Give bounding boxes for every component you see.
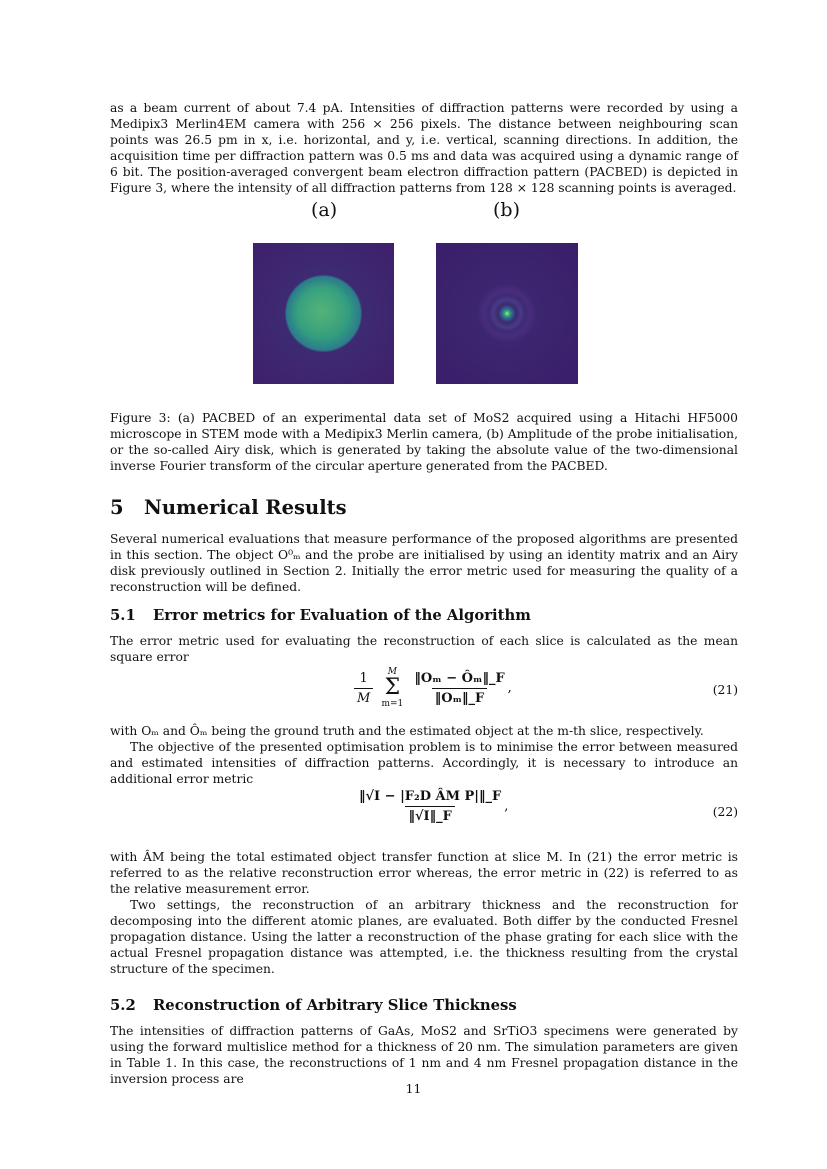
section-5-1-heading (110, 607, 738, 624)
figure-labels (110, 197, 738, 225)
section-5-1-paragraph-4: with ÂM being the total estimated object transfer function at slice M. In (21) the error metric is referred to as the relative reconstruction error whereas, the error metric in (22) is referred to as the relative measurement error. (110, 850, 738, 896)
figure-3 (110, 243, 738, 391)
airy-disk-image (436, 243, 578, 384)
equation-22-body: $\frac{\text{‖√I − |F₂D ÂM P|‖\_F}}{‖√I‖\_F}$ , (356, 789, 508, 824)
section-5-1-paragraph-1: The error metric used for evaluating the reconstruction of each slice is calculated as the mean square error (110, 634, 738, 664)
section-5-paragraph: Several numerical evaluations that measure performance of the proposed algorithms are presented in this section. The object O⁰ₘ and the probe are initialised by using an identity matrix and an Airy disk previously outlined in Section 2. Initially the error metric used for measuring the quality of a reconstruction will be defined. (110, 532, 738, 594)
equation-21-number: (21) (712, 683, 738, 697)
section-5-heading (110, 496, 738, 519)
eq21-fraction: $\frac{\text{‖Oₘ − Ôₘ‖\_F}}{\text{‖Oₘ‖\_F}}$ (414, 670, 505, 706)
figure-label-a: (a) (311, 199, 338, 221)
section-5-2-heading (110, 997, 738, 1014)
figure-label-b: (b) (493, 199, 520, 221)
section-title: Numerical Results (144, 496, 347, 519)
subsection-title: Error metrics for Evaluation of the Algorithm (153, 607, 531, 624)
eq21-sum: M Σ m=1 (381, 667, 404, 709)
subsection-title: Reconstruction of Arbitrary Slice Thickness (153, 997, 517, 1014)
page-number: 11 (405, 1082, 422, 1096)
equation-21-body: $\frac{1}{M}$ M Σ m=1 $\frac{\text{‖Oₘ − Ôₘ‖\_F}}{\text{‖Oₘ‖\_F}}$ , (354, 667, 512, 709)
page-content (110, 100, 738, 1087)
pacbed-image (253, 243, 394, 384)
figure-caption: Figure 3: (a) PACBED of an experimental data set of MoS2 acquired using a Hitachi HF5000 microscope in STEM mode with a Medipix3 Merlin camera, (b) Amplitude of the probe initialisation, or the so-called Airy disk, which is generated by taking the absolute value of the two-dimensional inverse Fourier transform of the circular aperture generated from the PACBED. (110, 411, 738, 473)
section-5-1-paragraph-5: Two settings, the reconstruction of an arbitrary thickness and the reconstruction for decomposing into the different atomic planes, are evaluated. Both differ by the conducted Fresnel propagation distance. Using the latter a reconstruction of the phase grating for each slice with the actual Fresnel propagation distance was attempted, i.e. the thickness resulting from the crystal structure of the specimen. (110, 898, 738, 976)
equation-22 (110, 787, 738, 845)
eq21-prefix: $\frac{1}{M}$ (354, 671, 373, 706)
equation-22-number: (22) (712, 805, 738, 819)
intro-paragraph: as a beam current of about 7.4 pA. Intensities of diffraction patterns were recorded by using a Medipix3 Merlin4EM camera with 256 × 256 pixels. The distance between neighbouring scan points was 26.5 pm in x, i.e. horizontal, and y, i.e. vertical, scanning directions. In addition, the acquisition time per diffraction pattern was 0.5 ms and data was acquired using a dynamic range of 6 bit. The position-averaged convergent beam electron diffraction pattern (PACBED) is depicted in Figure 3, where the intensity of all diffraction patterns from 128 × 128 scanning points is averaged. (110, 101, 738, 195)
section-5-2-paragraph: The intensities of diffraction patterns of GaAs, MoS2 and SrTiO3 specimens were generated by using the forward multislice method for a thickness of 20 nm. The simulation parameters are given in Table 1. In this case, the reconstructions of 1 nm and 4 nm Fresnel propagation distance in the inversion process are (110, 1024, 738, 1086)
section-number: 5 (110, 496, 124, 519)
subsection-number: 5.2 (110, 997, 136, 1014)
section-5-1-paragraph-3: The objective of the presented optimisation problem is to minimise the error between measured and estimated intensities of diffraction patterns. Accordingly, it is necessary to introduce an additional error metric (110, 740, 738, 786)
eq22-fraction: $\frac{\text{‖√I − |F₂D ÂM P|‖\_F}}{‖√I‖\_F}$ (359, 789, 502, 824)
section-5-1-paragraph-2: with Oₘ and Ôₘ being the ground truth and the estimated object at the m-th slice, respectively. (110, 724, 704, 738)
equation-21 (110, 665, 738, 719)
subsection-number: 5.1 (110, 607, 136, 624)
